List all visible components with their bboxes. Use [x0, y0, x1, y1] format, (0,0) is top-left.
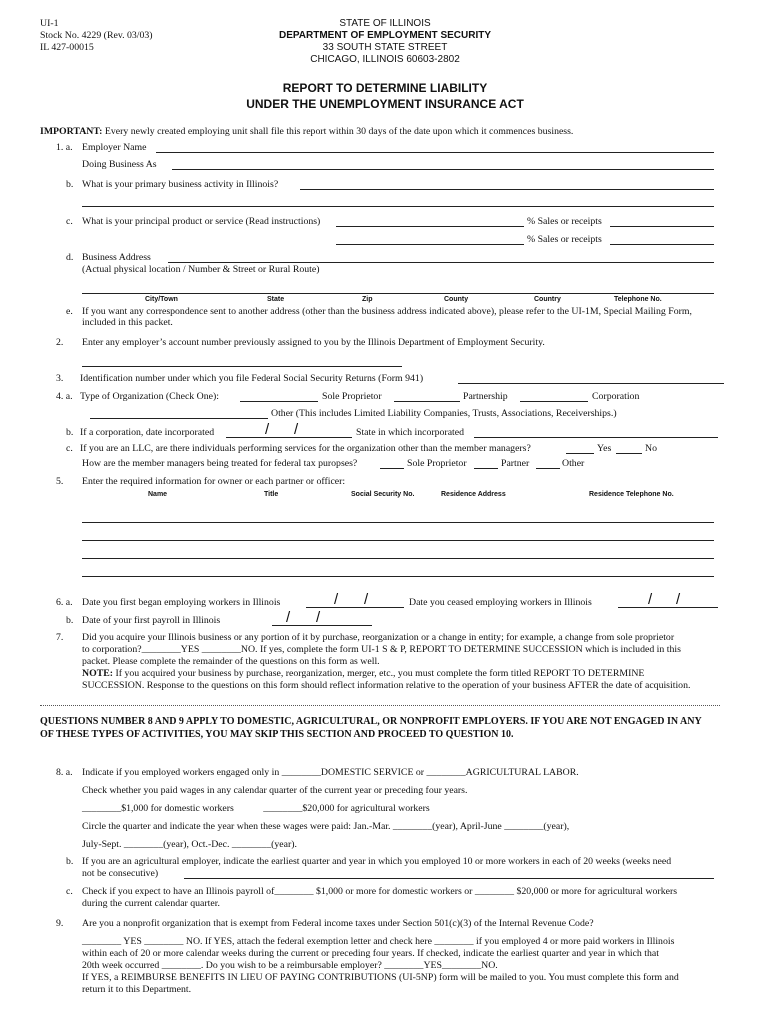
mm-other-label: Other: [562, 458, 585, 469]
q8c-line1: Check if you expect to have an Illinois payroll of________ $1,000 or more for domestic workers or ________ $20,000 or more for agricultural workers: [82, 886, 678, 897]
state-incorporated-field[interactable]: [474, 437, 718, 438]
q4a-number: 4. a.: [56, 391, 73, 402]
member-managers-question: How are the member managers being treated for federal tax puropses?: [82, 458, 358, 469]
address-col-county: County: [444, 296, 469, 303]
corporation-check[interactable]: [520, 401, 588, 402]
address-col-city: City/Town: [145, 296, 178, 303]
important-label: IMPORTANT:: [40, 126, 103, 137]
ceased-employing-label: Date you ceased employing workers in Illinois: [409, 597, 592, 608]
business-address-city-field[interactable]: [82, 293, 714, 294]
account-number-label: Enter any employer’s account number previously assigned to you by the Illinois Department of Employment Security.: [82, 337, 545, 348]
employer-name-field[interactable]: [156, 152, 714, 153]
federal-id-label: Identification number under which you file Federal Social Security Returns (Form 941): [80, 373, 424, 384]
q9-line4: 20th week occurred ________. Do you wish to be a reimbursable employer? ________YES________NO.: [82, 960, 498, 971]
mm-sole-label: Sole Proprietor: [407, 458, 467, 469]
org-type-label: Type of Organization (Check One):: [80, 391, 219, 402]
product-field-2[interactable]: [336, 244, 524, 245]
employer-name-label: Employer Name: [82, 142, 147, 153]
mm-partner-label: Partner: [501, 458, 530, 469]
important-notice: [40, 126, 573, 137]
q8a-text: Indicate if you employed workers engaged only in ________DOMESTIC SERVICE or ________AGRICULTURAL LABOR.: [82, 767, 579, 778]
state-name: STATE OF ILLINOIS: [339, 18, 431, 29]
sales-receipts-label-1: % Sales or receipts: [527, 216, 602, 227]
q9-line6: return it to this Department.: [82, 984, 192, 995]
llc-yes-label: Yes: [597, 443, 612, 454]
owners-label: Enter the required information for owner or each partner or officer:: [82, 476, 346, 487]
q1d-letter: d.: [66, 252, 74, 263]
partnership-label: Partnership: [463, 391, 508, 402]
q8b-letter: b.: [66, 856, 74, 867]
q5-number: 5.: [56, 476, 64, 487]
sales-percent-field-1[interactable]: [610, 226, 714, 227]
q1a-number: 1. a.: [56, 142, 73, 153]
account-number-field[interactable]: [82, 366, 402, 367]
form-id: UI-1: [40, 18, 59, 29]
dba-label: Doing Business As: [82, 159, 157, 170]
department-city: CHICAGO, ILLINOIS 60603-2802: [310, 54, 460, 65]
q8c-letter: c.: [66, 886, 73, 897]
llc-yes-check[interactable]: [566, 453, 594, 454]
date-incorporated-label: If a corporation, date incorporated: [80, 427, 215, 438]
business-address-label: Business Address: [82, 252, 151, 263]
q8b-line2: not be consecutive): [82, 868, 159, 879]
important-text: Every newly created employing unit shall file this report within 30 days of the date upon which it commences business.: [104, 126, 574, 137]
mm-sole-check[interactable]: [380, 468, 404, 469]
q7-line1: Did you acquire your Illinois business or any portion of it by purchase, reorganization or a change in entity; for example, a change from sole proprietor: [82, 632, 675, 643]
owner-row-3[interactable]: [82, 558, 714, 559]
q7-line2: to corporation?________YES ________NO. If yes, complete the form UI-1 S & P, REPORT TO DETERMINE SUCCESSION which is included in this: [82, 644, 681, 655]
business-address-note: (Actual physical location / Number & Street or Rural Route): [82, 264, 320, 275]
owners-col-phone: Residence Telephone No.: [589, 491, 674, 498]
stock-number: Stock No. 4229 (Rev. 03/03): [40, 30, 153, 41]
ceased-employing-field[interactable]: [618, 607, 718, 608]
owners-col-title: Title: [264, 491, 279, 498]
llc-no-check[interactable]: [616, 453, 642, 454]
address-col-country: Country: [534, 296, 561, 303]
primary-activity-field[interactable]: [300, 189, 714, 190]
q8a-july-sept: July-Sept. ________(year), Oct.-Dec. ________(year).: [82, 839, 297, 850]
product-field-1[interactable]: [336, 226, 524, 227]
q8c-line2: during the current calendar quarter.: [82, 898, 220, 909]
q4b-letter: b.: [66, 427, 74, 438]
other-org-label: Other (This includes Limited Liability Companies, Trusts, Associations, Receiverships.): [271, 408, 617, 419]
began-employing-label: Date you first began employing workers in Illinois: [82, 597, 281, 608]
form-title-line2: UNDER THE UNEMPLOYMENT INSURANCE ACT: [246, 97, 524, 111]
q1c-letter: c.: [66, 216, 73, 227]
sales-receipts-label-2: % Sales or receipts: [527, 234, 602, 245]
q7-line3: packet. Please complete the remainder of the questions on this form as well.: [82, 656, 380, 667]
address-col-telephone: Telephone No.: [614, 296, 662, 303]
q9-line2: ________ YES ________ NO. If YES, attach the federal exemption letter and check here ________ if you employed 4 or more paid workers in Illinois: [82, 936, 675, 947]
q9-line5: If YES, a REIMBURSE BENEFITS IN LIEU OF PAYING CONTRIBUTIONS (UI-5NP) form will be mailed to you. You must complete this form and: [82, 972, 679, 983]
sales-percent-field-2[interactable]: [610, 244, 714, 245]
q9-line1: Are you a nonprofit organization that is exempt from Federal income taxes under Section 501(c)(3) of the Internal Revenue Code?: [82, 918, 594, 929]
first-payroll-label: Date of your first payroll in Illinois: [82, 615, 221, 626]
note-label: NOTE:: [82, 668, 114, 679]
department-street: 33 SOUTH STATE STREET: [322, 42, 448, 53]
primary-activity-label: What is your primary business activity in Illinois?: [82, 179, 279, 190]
address-col-zip: Zip: [362, 296, 373, 303]
llc-no-label: No: [645, 443, 657, 454]
began-employing-field[interactable]: [306, 607, 404, 608]
q8a-circle-quarter: Circle the quarter and indicate the year when these wages were paid: Jan.-Mar. ________(year), April-June ________(year),: [82, 821, 570, 832]
department-name: DEPARTMENT OF EMPLOYMENT SECURITY: [278, 30, 492, 41]
sole-proprietor-label: Sole Proprietor: [322, 391, 382, 402]
q4c-letter: c.: [66, 443, 73, 454]
q9-line3: within each of 20 or more calendar weeks during the current or preceding four years. If checked, indicate the earliest quarter and year in which that: [82, 948, 659, 959]
date-incorporated-field[interactable]: [226, 437, 352, 438]
other-org-check[interactable]: [90, 418, 268, 419]
q7-note: [82, 668, 644, 679]
form-title-line1: REPORT TO DETERMINE LIABILITY: [282, 81, 488, 95]
sole-proprietor-check[interactable]: [240, 401, 318, 402]
section-note-line2: OF THESE TYPES OF ACTIVITIES, YOU MAY SKIP THIS SECTION AND PROCEED TO QUESTION 10.: [40, 729, 514, 740]
owner-row-1[interactable]: [82, 522, 714, 523]
q2-number: 2.: [56, 337, 64, 348]
address-col-state: State: [267, 296, 285, 303]
q8a-number: 8. a.: [56, 767, 73, 778]
date-slash-2: /: [294, 421, 299, 438]
q1e-letter: e.: [66, 306, 73, 317]
partnership-check[interactable]: [394, 401, 460, 402]
owners-col-address: Residence Address: [441, 491, 506, 498]
q9-number: 9.: [56, 918, 64, 929]
owner-row-4[interactable]: [82, 576, 714, 577]
began-slash-1: /: [334, 591, 339, 608]
business-address-field[interactable]: [168, 262, 714, 263]
q8a-check-text: Check whether you paid wages in any calendar quarter of the current year or preceding four years.: [82, 785, 468, 796]
il-number: IL 427-00015: [40, 42, 94, 53]
q7-line5: SUCCESSION. Response to the questions on this form should reflect information relative to the operation of your business AFTER the date of acquisition.: [82, 680, 691, 691]
federal-id-field[interactable]: [458, 383, 724, 384]
q8a-wage-options: ________$1,000 for domestic workers ________$20,000 for agricultural workers: [82, 803, 430, 814]
q1b-letter: b.: [66, 179, 74, 190]
owner-row-2[interactable]: [82, 540, 714, 541]
payroll-slash-1: /: [286, 609, 291, 626]
payroll-slash-2: /: [316, 609, 321, 626]
q8b-field[interactable]: [184, 878, 714, 879]
began-slash-2: /: [364, 591, 369, 608]
mm-other-check[interactable]: [536, 468, 560, 469]
corporation-label: Corporation: [592, 391, 640, 402]
mm-partner-check[interactable]: [474, 468, 498, 469]
section-divider: [40, 705, 720, 706]
q7-number: 7.: [56, 632, 64, 643]
llc-question: If you are an LLC, are there individuals performing services for the organization other than the member managers?: [80, 443, 531, 454]
ceased-slash-1: /: [648, 591, 653, 608]
date-slash-1: /: [265, 421, 270, 438]
q7-line4: If you acquired your business by purchase, reorganization, merger, etc., you must complete the form titled REPORT TO DETERMINE: [115, 668, 645, 679]
principal-product-label: What is your principal product or service (Read instructions): [82, 216, 321, 227]
owners-col-name: Name: [148, 491, 168, 498]
section-note-line1: QUESTIONS NUMBER 8 AND 9 APPLY TO DOMESTIC, AGRICULTURAL, OR NONPROFIT EMPLOYERS. IF YOU ARE NOT ENGAGED IN ANY: [40, 716, 702, 727]
q3-number: 3.: [56, 373, 64, 384]
primary-activity-field-line2[interactable]: [82, 206, 714, 207]
correspondence-note: If you want any correspondence sent to another address (other than the business address indicated above), please refer to the UI-1M, Special Mailing Form, included in this packet.: [82, 306, 692, 329]
state-incorporated-label: State in which incorporated: [356, 427, 465, 438]
dba-field[interactable]: [172, 169, 714, 170]
q6a-number: 6. a.: [56, 597, 73, 608]
q6b-letter: b.: [66, 615, 74, 626]
owners-col-ssn: Social Security No.: [351, 491, 415, 498]
ceased-slash-2: /: [676, 591, 681, 608]
q8b-line1: If you are an agricultural employer, indicate the earliest quarter and year in which you employed 10 or more workers in each of 20 weeks (weeks need: [82, 856, 672, 867]
